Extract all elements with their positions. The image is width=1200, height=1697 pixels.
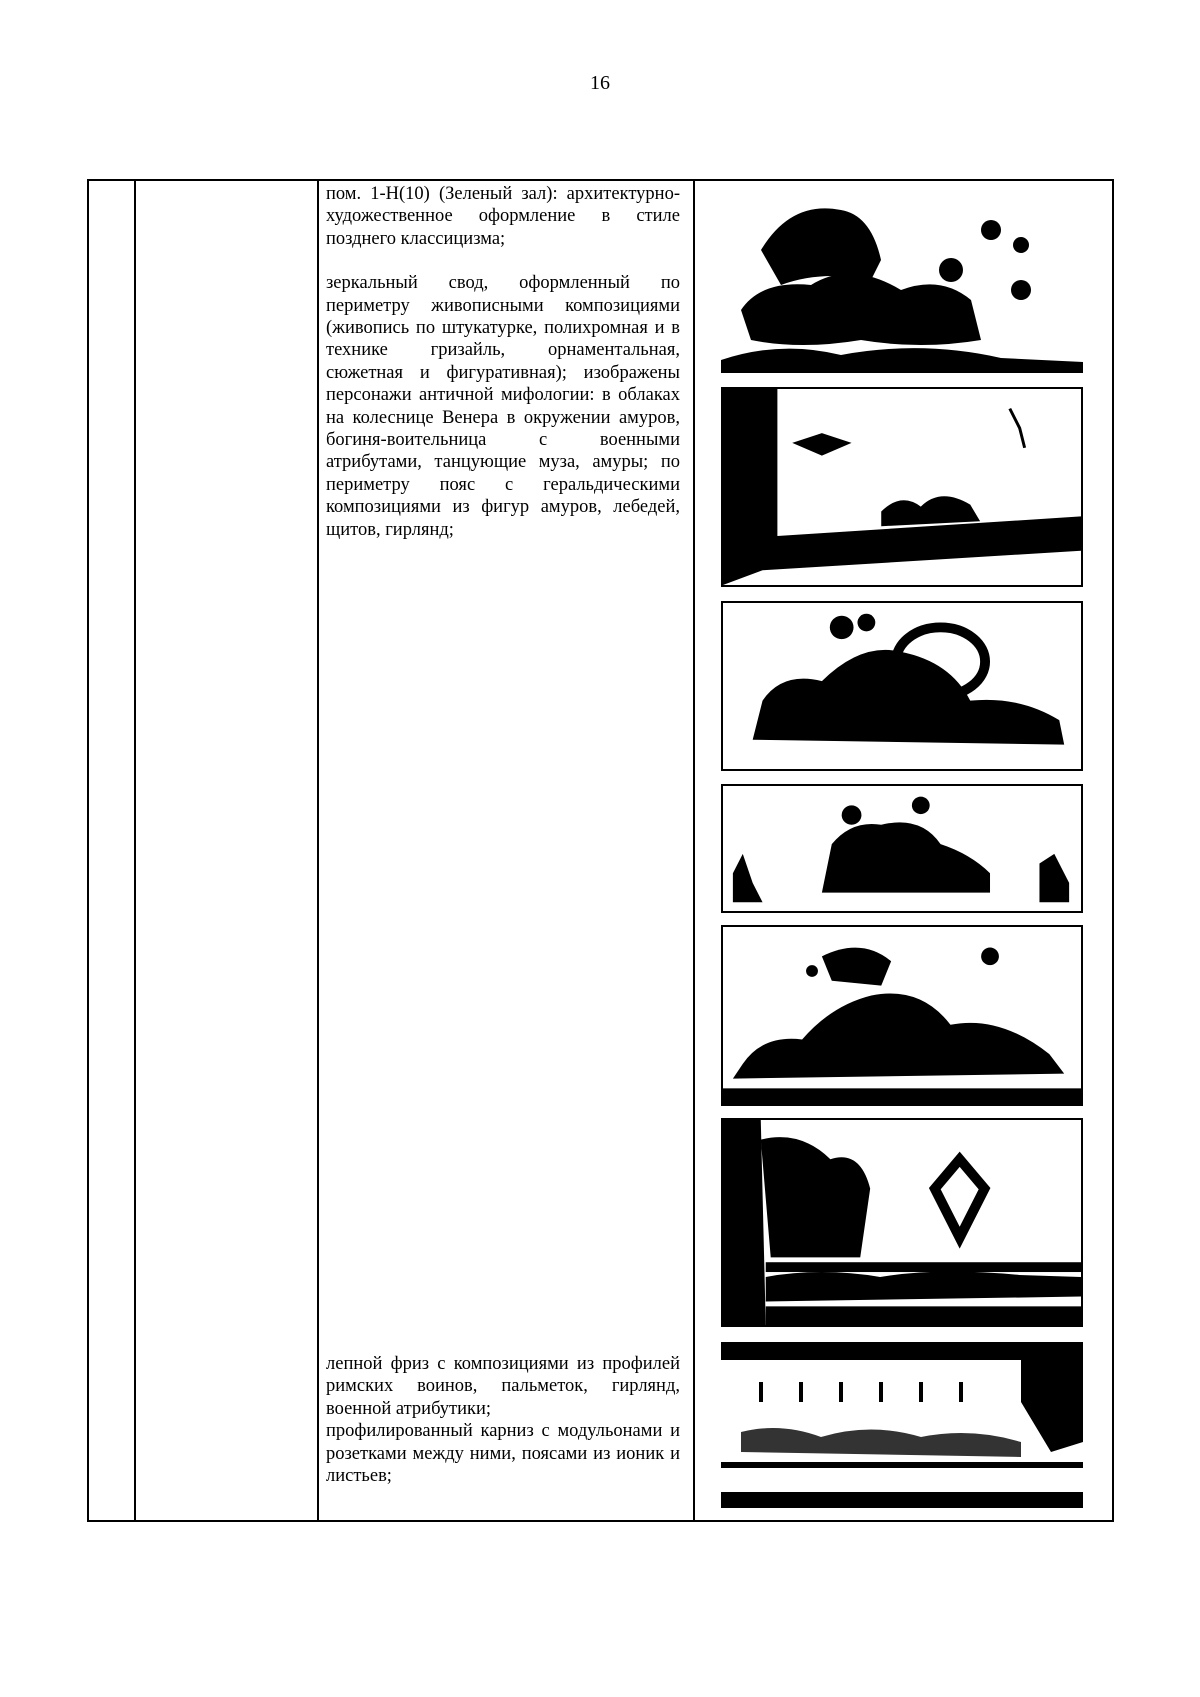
heraldic-frieze-photo: [721, 1118, 1083, 1327]
cornice-description: профилированный карниз с модульонами и розетками между ними, поясами из ионик и листьев;: [326, 1421, 680, 1487]
stucco-frieze-photo: [721, 1342, 1083, 1508]
description-cell-top: [326, 183, 680, 541]
column-divider: [693, 181, 695, 1520]
ceiling-painting-chariot-photo: [721, 925, 1083, 1106]
vault-description: зеркальный свод, оформленный по периметру живописными композициями (живопись по штукатурке, полихромная и в технике гризайль, орнаментальная, сюжетная и фигуративная); изображены персонажи античной мифологии: в облаках на колеснице Венера в окружении амуров, богиня-воительница с военными атрибутами, танцующие муза, амуры; по периметру пояс с геральдическими композициями из фигур амуров, лебедей, щитов, гирлянд;: [326, 273, 680, 540]
description-cell-bottom: [326, 1353, 680, 1487]
ceiling-painting-venus-photo: [721, 190, 1083, 373]
page-number: 16: [590, 72, 610, 94]
ceiling-painting-warrior-photo: [721, 601, 1083, 771]
ceiling-corner-photo: [721, 387, 1083, 587]
ceiling-painting-muse-photo: [721, 784, 1083, 913]
column-divider: [134, 181, 136, 1520]
frieze-description: лепной фриз с композициями из профилей римских воинов, пальметок, гирлянд, военной атрибутики;: [326, 1354, 680, 1419]
column-divider: [317, 181, 319, 1520]
room-description: пом. 1-Н(10) (Зеленый зал): архитектурно-художественное оформление в стиле позднего классицизма;: [326, 184, 680, 249]
